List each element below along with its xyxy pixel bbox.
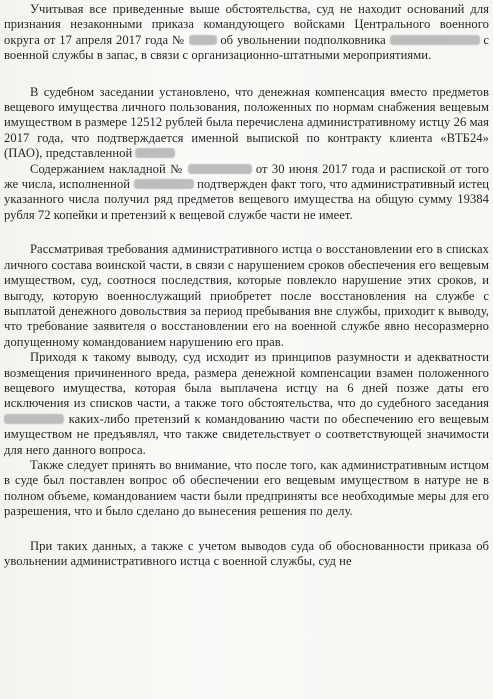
paragraph-3 xyxy=(4,162,489,224)
p3-text-1: Содержанием накладной № xyxy=(30,161,188,176)
redacted-invoice-number xyxy=(188,164,252,174)
p3-text-2: от 30 июня 2017 года и распиской от того же числа, исполненной xyxy=(4,161,490,192)
p3-text-3: подтвержден факт того, что административный истец указанного числа получил ряд предметов вещевого имущества на общую сумму 19384 рубля 72 копейки и претензий к вещевой службе части не имеет. xyxy=(4,177,489,222)
p5-text-2: каких-либо претензий к командованию части по обеспечению его вещевым имуществом не предъявлял, что также свидетельствует о соответствующей значимости для него данного вопроса. xyxy=(4,411,489,457)
redacted-person-name xyxy=(390,35,480,45)
paragraph-1 xyxy=(4,2,489,64)
paragraph-4 xyxy=(4,242,489,350)
p2-text-1: В судебном заседании установлено, что денежная компенсация вместо предметов вещевого имущества личного пользования, положенных по нормам снабжения вещевым имуществом в размере 12512 рублей была перечислена административному истцу 26 мая 2017 года, что подтверждается именной выпиской по контракту клиента «ВТБ24» (ПАО), представленной xyxy=(4,84,489,161)
redacted-party xyxy=(135,148,175,158)
p5-text-1: Приходя к такому выводу, суд исходит из принципов разумности и адекватности возмещения причиненного вреда, размера денежной компенсации взамен положенного вещевого имущества, которая была выплачена истцу на 6 дней позже даты его исключения из списков части, а также того обстоятельства, что до судебного заседания xyxy=(4,350,489,411)
p6-text-1: Также следует принять во внимание, что после того, как административным истцом в суде был поставлен вопрос об обеспечении его вещевым имуществом в натуре не в полном объеме, командованием части были предприняты все необходимые меры для его разрешения, что и было сделано до вынесения решения по делу. xyxy=(4,457,489,519)
paragraph-7 xyxy=(4,539,489,570)
p1-text-1: Учитывая все приведенные выше обстоятельства, суд не находит оснований для признания незаконными приказа командующего войсками Центрального военного округа от 17 апреля 2017 года № xyxy=(4,2,489,47)
paragraph-5 xyxy=(4,350,489,458)
p1-text-2: об увольнении подполковника xyxy=(216,32,390,47)
paragraph-2 xyxy=(4,85,489,162)
p4-text-1: Рассматривая требования административного истца о восстановлении его в списках личного состава воинской части, в связи с нарушением сроков обеспечения его вещевым имуществом, суд, соотнося последствия, которые повлекло нарушение этих сроков, и выгоду, которую военнослужащий приобретет после восстановления на службе с выплатой денежного довольствия за период пребывания вне службы, приходит к выводу, что требование заявителя о восстановлении его на военной службе явно несоразмерно допущенному командованием нарушению его прав. xyxy=(4,242,489,349)
p7-text-1: При таких данных, а также с учетом выводов суда об обоснованности приказа об увольнении административного истца с военной службы, суд не xyxy=(4,538,489,568)
redacted-plaintiff-name xyxy=(4,414,64,424)
redacted-executor-name xyxy=(134,179,194,189)
p1-text-3: с военной службы в запас, в связи с организационно-штатными мероприятиями. xyxy=(4,32,490,63)
redacted-order-number xyxy=(189,35,217,45)
paragraph-6 xyxy=(4,458,489,520)
